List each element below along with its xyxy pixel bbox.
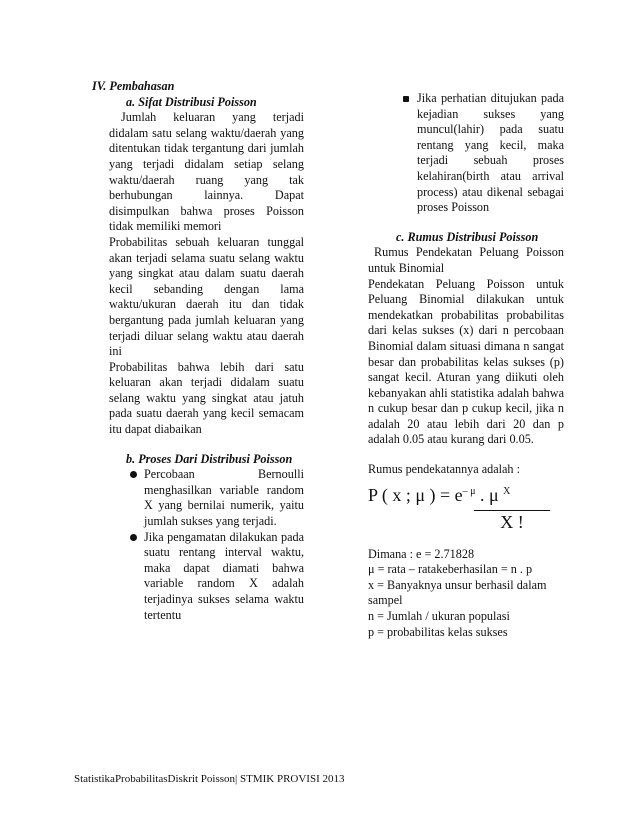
definition-n: n = Jumlah / ukuran populasi bbox=[368, 609, 510, 624]
formula-mu: . μ bbox=[480, 484, 499, 505]
definition-p: p = probabilitas kelas sukses bbox=[368, 624, 508, 639]
formula-exponent: – μ bbox=[462, 485, 476, 497]
section-title: IV. Pembahasan bbox=[92, 79, 175, 93]
formula-x-exponent: X bbox=[503, 485, 511, 497]
bullet-icon bbox=[130, 471, 137, 478]
definition-x: x = Banyaknya unsur berhasil dalam sampel bbox=[368, 577, 547, 608]
subheading-a: a. Sifat Distribusi Poisson bbox=[126, 94, 257, 109]
bullet-icon bbox=[403, 96, 409, 102]
formula-denominator: X ! bbox=[474, 510, 550, 533]
paragraph-probabilitas-tunggal: Probabilitas sebuah keluaran tunggal akan terjadi selama suatu selang waktu yang singkat atau dalam suatu daerah kecil sebanding dengan lama waktu/ukuran daerah itu dan tidak bergantung pada jumlah keluaran yang terjadi diluar selang waktu atau daerah ini bbox=[109, 234, 304, 359]
paragraph-memori: Jumlah keluaran yang terjadi didalam satu selang waktu/daerah yang ditentukan tidak tergantung dari jumlah yang terjadi didalam setiap selang waktu/daerah ruang yang tak berhubungan lainnya. Dapat disimpulkan bahwa proses Poisson tidak memiliki memori bbox=[109, 110, 304, 234]
formula-numerator: P ( x ; μ ) = e bbox=[368, 484, 463, 505]
list-item: Jika pengamatan dilakukan pada suatu rentang interval waktu, maka dapat diamati bahwa variable random X adalah terjadinya sukses selama waktu tertentu bbox=[144, 530, 304, 624]
page-footer: StatistikaProbabilitasDiskrit Poisson| STMIK PROVISI 2013 bbox=[74, 773, 345, 785]
list-item: Percobaan Bernoulli menghasilkan variable random X yang bernilai numerik, yaitu jumlah sukses yang terjadi. bbox=[144, 467, 304, 529]
list-item: Jika perhatian ditujukan pada kejadian sukses yang muncul(lahir) pada suatu rentang yang kecil, maka terjadi sebuah proses kelahiran(birth atau arrival process) atau dikenal sebagai proses Poisson bbox=[417, 91, 564, 216]
subheading-c: c. Rumus Distribusi Poisson bbox=[396, 229, 539, 244]
left-column bbox=[92, 79, 304, 623]
subheading-b: b. Proses Dari Distribusi Poisson bbox=[126, 451, 293, 466]
definition-e: Dimana : e = 2.71828 bbox=[368, 546, 475, 561]
definition-mu: μ = rata – ratakeberhasilan = n . p bbox=[368, 562, 533, 577]
poisson-formula bbox=[368, 484, 564, 533]
paragraph-probabilitas-lebih: Probabilitas bahwa lebih dari satu keluaran akan terjadi didalam suatu selang waktu yang singkat atau jatuh pada suatu daerah yang kecil semacam itu dapat diabaikan bbox=[109, 359, 304, 437]
right-bullet-list bbox=[368, 91, 564, 216]
paragraph-rumus: Rumus Pendekatan Peluang Poisson untuk Binomial bbox=[368, 245, 564, 275]
bullet-icon bbox=[130, 534, 137, 541]
definitions bbox=[368, 547, 564, 641]
right-column bbox=[368, 91, 564, 640]
paragraph-pendekatan: Pendekatan Peluang Poisson untuk Peluang Binomial dilakukan untuk mendekatkan probabilitas probabilitas dari kelas sukses (x) dari n percobaan Binomial dalam situasi dimana n sangat besar dan probabilitas kelas sukses (p) sangat kecil. Aturan yang diikuti oleh kebanyakan ahli statistika adalah bahwa n cukup besar dan p cukup kecil, jika n adalah 20 atau lebih dari 20 dan p adalah 0.05 atau kurang dari 0.05. bbox=[368, 276, 564, 447]
proses-bullet-list bbox=[92, 467, 304, 623]
formula-intro: Rumus pendekatannya adalah : bbox=[368, 462, 520, 477]
